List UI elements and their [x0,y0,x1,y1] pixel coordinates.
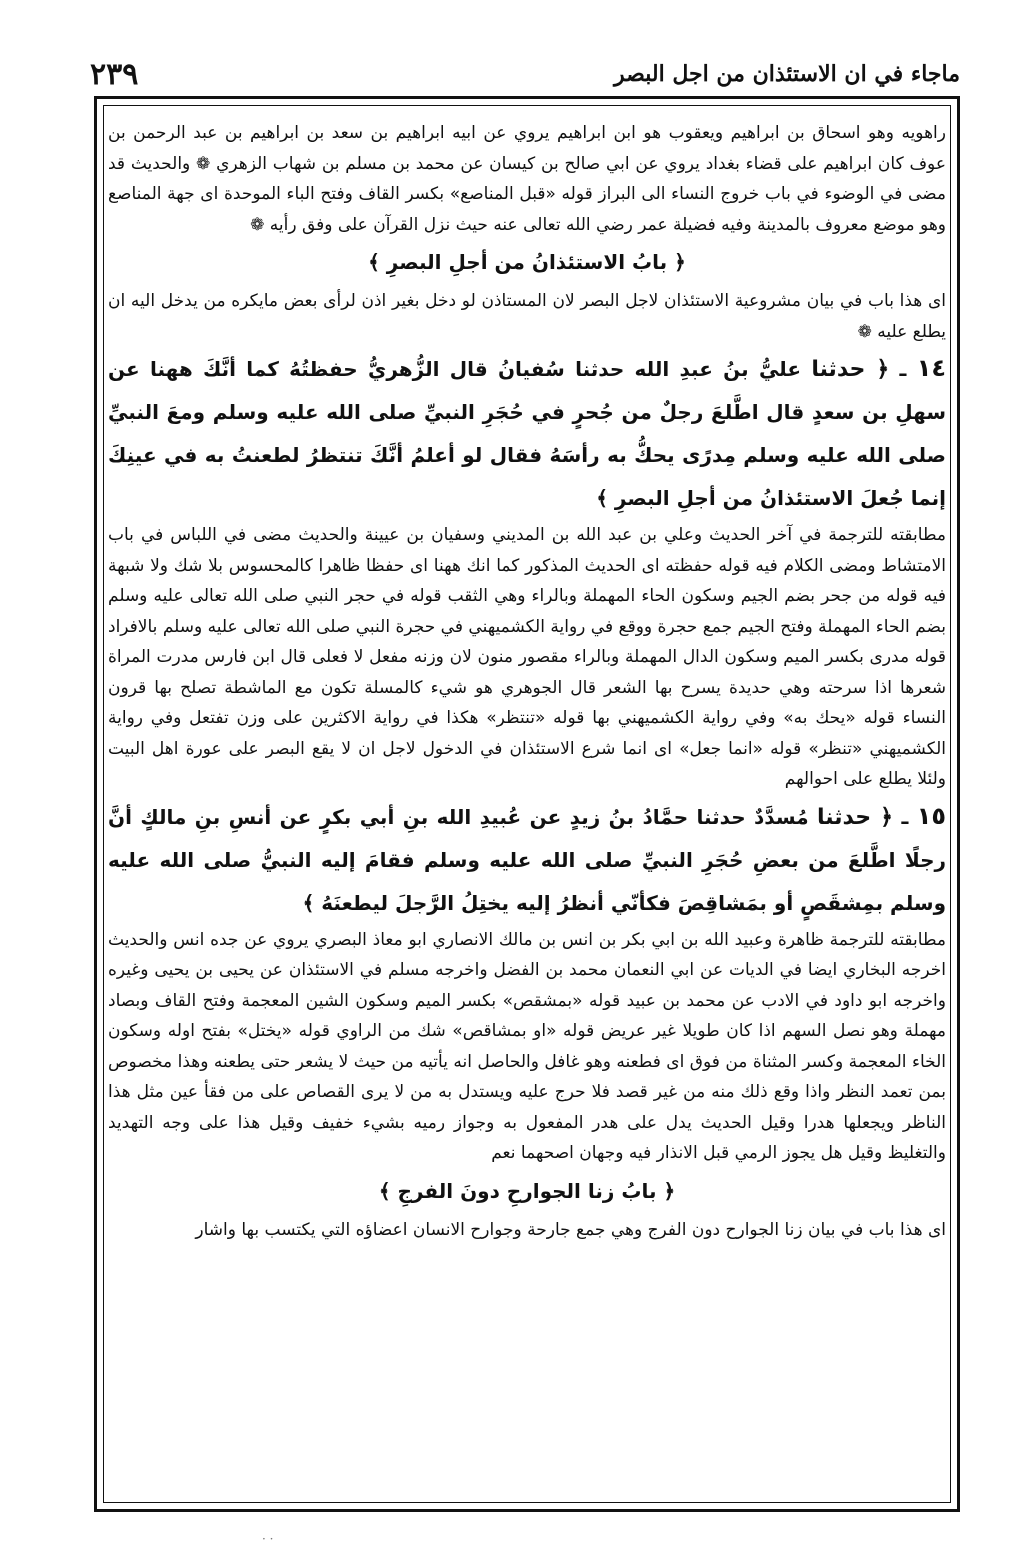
hadith-text: ١٤ ـ ﴿ حدثنا عليُّ بنُ عبدِ الله حدثنا سُفيانُ قال الزُّهريُّ حفظتُهُ كما أنَّكَ ههنا عن سهلِ بن سعدٍ قال اطَّلعَ رجلٌ من جُحرٍ في حُجَرِ النبيِّ صلى الله عليه وسلم ومعَ النبيِّ صلى الله عليه وسلم مِدرًى يحكُّ به رأسَهُ فقال لو أعلمُ أنَّكَ تنتظرُ لطعنتُ به في عينِكَ إنما جُعلَ الاستئذانُ من أجلِ البصرِ ﴾ [108,354,946,510]
page-header [90,52,960,96]
commentary-paragraph: مطابقته للترجمة ظاهرة وعبيد الله بن ابي بكر بن انس بن مالك الانصاري ابو معاذ البصري يروي عن جده انس والحديث اخرجه البخاري ايضا في الديات عن ابي النعمان محمد بن الفضل واخرجه مسلم في الاستئذان عن يحيى بن يحيى وغيره واخرجه ابو داود في الادب عن محمد بن عبيد قوله «بمشقص» بكسر الميم وسكون الشين المعجمة وفتح القاف وبصاد مهملة وهو نصل السهم اذا كان طويلا غير عريض قوله «او بمشاقص» شك من الراوي قوله «يختل» بفتح اوله وسكون الخاء المعجمة وكسر المثناة من فوق اى فطعنه وهو غافل والحاصل انه يأتيه من حيث لا يشعر حتى يطعنه وهذا مخصوص بمن تعمد النظر واذا وقع ذلك منه من غير قصد فلا حرج عليه ويستدل به من لا يرى القصاص على من فقأ عين مثل هذا الناظر ويجعلها هدرا وقيل الحديث يدل على هدر المفعول به وجواز رميه بشيء خفيف وقيل هذا على وجه التهديد والتغليظ وقيل هل يجوز الرمي قبل الانذار فيه وجهان اصحهما نعم [108,929,946,1163]
commentary-paragraph: اى هذا باب في بيان زنا الجوارح دون الفرج وهي جمع جارحة وجوارح الانسان اعضاؤه التي يكتسب بها واشار [195,1219,946,1240]
hadith-number: ١٥ [916,801,946,830]
page-number: ٢٣٩ [90,56,139,92]
bottom-dots: · · [262,1532,274,1546]
commentary-paragraph: اى هذا باب في بيان مشروعية الاستئذان لاجل البصر لان المستاذن لو دخل بغير اذن لرأى بعض مايكره من يدخل اليه ان يطلع عليه ❁ [108,291,946,342]
chapter-heading: ﴿ بابُ زنا الجوارحِ دونَ الفرجِ ﴾ [378,1178,676,1203]
commentary-paragraph: راهويه وهو اسحاق بن ابراهيم ويعقوب هو ابن ابراهيم يروي عن ابيه ابراهيم بن سعد بن ابراهيم بن عبد الرحمن بن عوف كان ابراهيم على قضاء بغداد يروي عن ابي صالح بن كيسان عن محمد بن مسلم بن شهاب الزهري ❁ والحديث قد مضى في الوضوء في باب خروج النساء الى البراز قوله «قبل المناصع» بكسر القاف وفتح الباء الموحدة اى جهة المناصع وهو موضع معروف بالمدينة وفيه فضيلة عمر رضي الله تعالى عنه حيث نزل القرآن على وفق رأيه ❁ [108,123,946,235]
chapter-heading: ﴿ بابُ الاستئذانُ من أجلِ البصرِ ﴾ [368,250,686,274]
hadith-number: ١٤ [916,354,946,382]
running-title: ماجاء في ان الاستئذان من اجل البصر [614,61,960,87]
hadith-body: عليُّ بنُ عبدِ الله حدثنا سُفيانُ قال الزُّهريُّ حفظتُهُ كما أنَّكَ ههنا عن سهلِ بن سعدٍ قال اطَّلعَ رجلٌ من جُحرٍ في حُجَرِ النبيِّ صلى الله عليه وسلم ومعَ النبيِّ صلى الله عليه وسلم مِدرًى يحكُّ به رأسَهُ فقال لو أعلمُ أنَّكَ تنتظرُ لطعنتُ به في عينِكَ إنما جُعلَ الاستئذانُ من أجلِ البصرِ ﴾ [108,357,946,510]
hadith-marker: ﴿ حدثنا [817,804,894,830]
hadith-body: مُسدَّدٌ حدثنا حمَّادُ بنُ زيدٍ عن عُبيدِ الله بنِ أبي بكرٍ عن أنسِ بنِ مالكٍ أنَّ رجلًا اطَّلعَ من بعضِ حُجَرِ النبيِّ صلى الله عليه وسلم فقامَ إليه النبيُّ صلى الله عليه وسلم بمِشقَصٍ أو بمَشاقِصَ فكأنّي أنظرُ إليه يختِلُ الرَّجلَ ليطعنَهُ ﴾ [108,804,946,915]
hadith-marker: ﴿ حدثنا [811,357,890,382]
hadith-text: ١٥ ـ ﴿ حدثنا مُسدَّدٌ حدثنا حمَّادُ بنُ زيدٍ عن عُبيدِ الله بنِ أبي بكرٍ عن أنسِ بنِ مالكٍ أنَّ رجلًا اطَّلعَ من بعضِ حُجَرِ النبيِّ صلى الله عليه وسلم فقامَ إليه النبيُّ صلى الله عليه وسلم بمِشقَصٍ أو بمَشاقِصَ فكأنّي أنظرُ إليه يختِلُ الرَّجلَ ليطعنَهُ ﴾ [108,801,946,915]
text-body [108,104,946,1504]
commentary-paragraph: مطابقته للترجمة في آخر الحديث وعلي بن عبد الله بن المديني وسفيان بن عيينة والحديث مضى في اللباس في باب الامتشاط ومضى الكلام فيه قوله حفظته اى الحديث المذكور كما انك ههنا اى حفظا ظاهرا كالمحسوس بلا شك ولا شبهة فيه قوله من جحر بضم الجيم وسكون الحاء المهملة وبالراء وهي الثقب قوله في حجر النبي صلى الله تعالى عليه وسلم بضم الحاء المهملة وفتح الجيم جمع حجرة ووقع في رواية الكشميهني في حجرة النبي صلى الله تعالى عليه وسلم بالافراد قوله مدرى بكسر الميم وسكون الدال المهملة وبالراء مقصور منون لان وزنه مفعل لا فعلى قال ابن فارس مدرت المراة شعرها اذا سرحته وهي حديدة يسرح بها الشعر قال الجوهري هو شيء كالمسلة تكون مع الماشطة تصلح بها قرون النساء قوله «يحك به» وفي رواية الكشميهني بها قوله «تنتظر» هكذا في رواية الاكثرين على وزن تفتعل وفي رواية الكشميهني «تنظر» قوله «انما جعل» اى انما شرع الاستئذان في الدخول لاجل ان لا يقع البصر على عورة اهل البيت ولئلا يطلع على احوالهم [108,525,946,789]
